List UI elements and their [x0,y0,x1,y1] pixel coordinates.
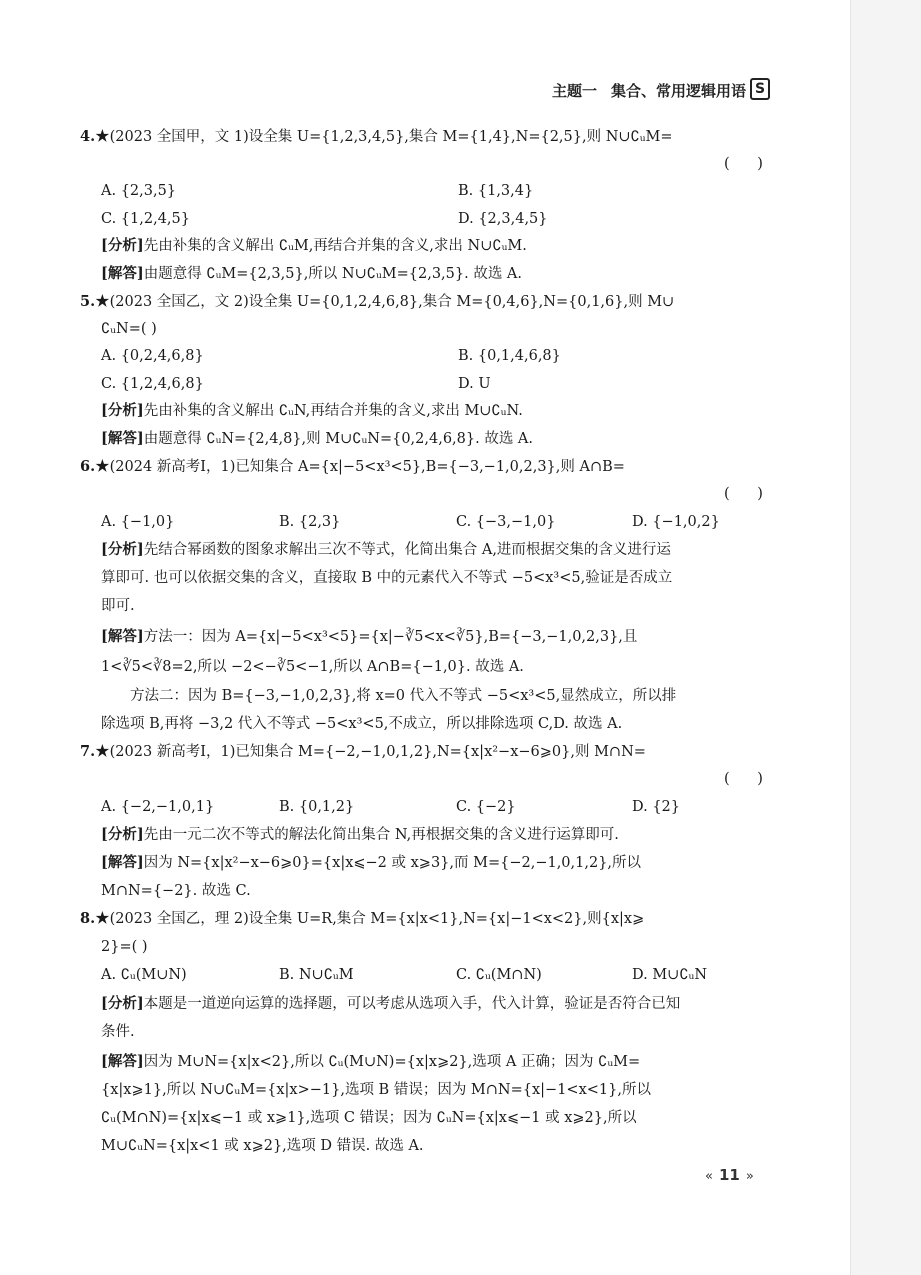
q8-solution-cont-1: {x|x⩾1},所以 N∪∁ᵤM={x|x>−1},选项 B 错误；因为 M∩N={x|−1<x<1},所以 [101,1082,651,1098]
q5-solution: [解答]由题意得 ∁ᵤN={2,4,8},则 M∪∁ᵤN={0,2,4,6,8}. 故选 A. [101,430,534,447]
q6-method-two: 方法二：因为 B={−3,−1,0,2,3},将 x=0 代入不等式 −5<x³<5,显然成立，所以排 [130,688,677,704]
q7-answer-paren: ( ) [724,771,763,787]
q4-answer-paren: ( ) [724,156,763,172]
q8-analysis: [分析]本题是一道逆向运算的选择题，可以考虑从选项入手，代入计算，验证是否符合已知 [101,995,681,1012]
q7-number: 7. [80,743,96,760]
q8-stem-cont: 2}=( ) [101,939,148,955]
q6-option-c: C. {−3,−1,0} [456,514,556,530]
q4-stem: 4.★(2023 全国甲，文 1)设全集 U={1,2,3,4,5},集合 M={1,4},N={2,5},则 N∪∁ᵤM= [80,128,673,145]
q5-analysis: [分析]先由补集的含义解出 ∁ᵤN,再结合并集的含义,求出 M∪∁ᵤN. [101,402,523,419]
q6-analysis-cont-2: 即可. [101,598,135,614]
q7-option-d: D. {2} [632,799,681,815]
q7-option-b: B. {0,1,2} [279,799,355,815]
q6-stem: 6.★(2024 新高考Ⅰ，1)已知集合 A={x|−5<x³<5},B={−3,−1,0,2,3},则 A∩B= [80,458,625,475]
q7-analysis: [分析]先由一元二次不等式的解法化简出集合 N,再根据交集的含义进行运算即可. [101,826,619,843]
q8-option-d: D. M∪∁ᵤN [632,967,708,983]
q4-option-b: B. {1,3,4} [458,183,534,199]
q6-solution: [解答]方法一：因为 A={x|−5<x³<5}={x|−∛5<x<∛5},B={−3,−1,0,2,3},且 [101,628,638,645]
page-number-left-mark: « [705,1169,713,1184]
header-title: 集合、常用逻辑用语 [611,82,747,100]
q7-option-a: A. {−2,−1,0,1} [101,799,215,815]
q6-option-a: A. {−1,0} [101,514,175,530]
q5-number: 5. [80,293,96,310]
q6-option-d: D. {−1,0,2} [632,514,720,530]
q8-solution-cont-2: ∁ᵤ(M∩N)={x|x⩽−1 或 x⩾1},选项 C 错误；因为 ∁ᵤN={x|x⩽−1 或 x⩾2},所以 [101,1110,637,1126]
q6-number: 6. [80,458,96,475]
header-topic: 主题一 [552,82,598,100]
q8-analysis-cont: 条件. [101,1024,135,1040]
q8-solution-cont-3: M∪∁ᵤN={x|x<1 或 x⩾2},选项 D 错误. 故选 A. [101,1138,424,1154]
q4-option-d: D. {2,3,4,5} [458,211,548,227]
q7-stem: 7.★(2023 新高考Ⅰ，1)已知集合 M={−2,−1,0,1,2},N={x|x²−x−6⩾0},则 M∩N= [80,743,646,760]
q8-stem: 8.★(2023 全国乙，理 2)设全集 U=R,集合 M={x|x<1},N={x|−1<x<2},则{x|x⩾ [80,910,645,927]
q6-analysis: [分析]先结合幂函数的图象求解出三次不等式，化简出集合 A,进而根据交集的含义进行运 [101,541,671,558]
q5-option-c: C. {1,2,4,6,8} [101,376,204,392]
page-number: « 11 » [705,1166,754,1184]
q8-number: 8. [80,910,96,927]
running-header [552,80,746,101]
q8-option-c: C. ∁ᵤ(M∩N) [456,967,542,983]
q5-stem: 5.★(2023 全国乙，文 2)设全集 U={0,1,2,4,6,8},集合 M={0,4,6},N={0,1,6},则 M∪ [80,293,675,310]
page-number-right-mark: » [745,1169,754,1184]
q4-solution: [解答]由题意得 ∁ᵤM={2,3,5},所以 N∪∁ᵤM={2,3,5}. 故选 A. [101,265,523,282]
q4-option-c: C. {1,2,4,5} [101,211,190,227]
q7-option-c: C. {−2} [456,799,516,815]
section-logo-icon: S [750,78,770,100]
q8-solution: [解答]因为 M∪N={x|x<2},所以 ∁ᵤ(M∪N)={x|x⩾2},选项 A 正确；因为 ∁ᵤM= [101,1053,641,1070]
q4-number: 4. [80,128,96,145]
q6-solution-cont-1: 1<∛5<∛8=2,所以 −2<−∛5<−1,所以 A∩B={−1,0}. 故选 A. [101,659,524,675]
q8-option-b: B. N∪∁ᵤM [279,967,354,983]
q6-option-b: B. {2,3} [279,514,341,530]
q4-option-a: A. {2,3,5} [101,183,177,199]
q5-option-d: D. U [458,376,491,392]
q7-solution-cont: M∩N={−2}. 故选 C. [101,883,251,899]
q7-solution: [解答]因为 N={x|x²−x−6⩾0}={x|x⩽−2 或 x⩾3},而 M={−2,−1,0,1,2},所以 [101,854,642,871]
q8-option-a: A. ∁ᵤ(M∪N) [101,967,187,983]
q6-method-two-cont: 除选项 B,再将 −3,2 代入不等式 −5<x³<5,不成立，所以排除选项 C,D. 故选 A. [101,716,623,732]
q5-stem-cont: ∁ᵤN=( ) [101,321,157,337]
q5-option-b: B. {0,1,4,6,8} [458,348,561,364]
q5-option-a: A. {0,2,4,6,8} [101,348,204,364]
q6-answer-paren: ( ) [724,486,763,502]
q6-analysis-cont-1: 算即可. 也可以依据交集的含义，直接取 B 中的元素代入不等式 −5<x³<5,验证是否成立 [101,570,673,586]
q4-analysis: [分析]先由补集的含义解出 ∁ᵤM,再结合并集的含义,求出 N∪∁ᵤM. [101,237,527,254]
